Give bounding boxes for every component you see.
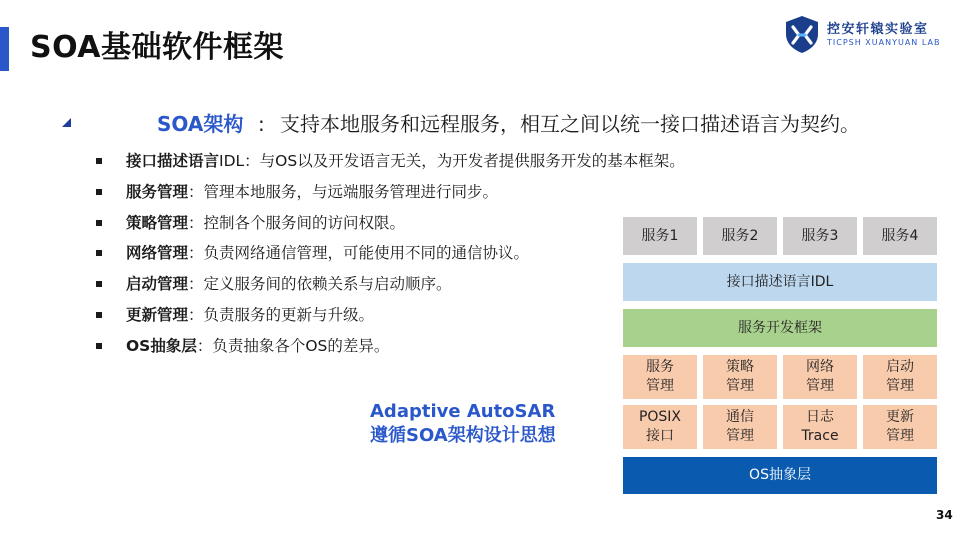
sub-point-description: IDL：与OS以及开发语言无关，为开发者提供服务开发的基本框架。 [219, 152, 685, 170]
title-accent-bar [0, 27, 9, 71]
module-label-line: 日志 [806, 409, 834, 425]
callout-line-1: Adaptive AutoSAR [370, 401, 556, 422]
sub-point-description: ：负责网络通信管理，可能使用不同的通信协议。 [188, 244, 530, 263]
lab-logo [782, 12, 952, 54]
module-startup-management [863, 355, 937, 399]
sub-point-description: ：控制各个服务间的访问权限。 [188, 213, 406, 232]
module-label-line: 管理 [886, 428, 914, 444]
module-label-line: 服务 [646, 359, 674, 375]
lab-logo-icon [782, 14, 822, 54]
sub-point-description: ：负责抽象各个OS的差异。 [196, 336, 390, 355]
lab-name-cn: 控安轩辕实验室 [827, 22, 929, 37]
module-label-line: Trace [801, 428, 839, 444]
sub-point-term: 网络管理 [126, 244, 189, 263]
module-label-line: 启动 [886, 359, 914, 375]
os-abstraction-layer: OS抽象层 [623, 457, 937, 494]
service-box-4: 服务4 [863, 217, 937, 255]
sub-point-term: 策略管理 [126, 213, 189, 232]
sub-point-description: ：定义服务间的依赖关系与启动顺序。 [188, 275, 452, 294]
page-title: SOA基础软件框架 [30, 30, 285, 65]
module-label-line: 管理 [806, 378, 834, 394]
callout-line-2: 遵循SOA架构设计思想 [370, 425, 556, 446]
main-point-colon: : [258, 112, 265, 136]
module-network-management [783, 355, 857, 399]
sub-point-term: 更新管理 [126, 305, 189, 324]
lab-name-en: TICPSH XUANYUAN LAB [827, 38, 941, 47]
module-posix-interface [623, 405, 697, 449]
service-box-3: 服务3 [783, 217, 857, 255]
module-label-line: 网络 [806, 359, 834, 375]
module-label-line: 接口 [646, 428, 674, 444]
framework-layer: 服务开发框架 [623, 309, 937, 347]
module-update-management [863, 405, 937, 449]
sub-point-description: ：管理本地服务，与远端服务管理进行同步。 [188, 182, 499, 201]
square-bullet-icon [96, 189, 102, 195]
module-label-line: 管理 [726, 378, 754, 394]
module-label-line: POSIX [638, 409, 682, 425]
main-point-term: SOA架构 [157, 112, 244, 136]
module-label-line: 更新 [886, 409, 914, 425]
module-label-line: 管理 [726, 428, 754, 444]
adaptive-autosar-callout [370, 400, 556, 448]
module-communication-management [703, 405, 777, 449]
square-bullet-icon [96, 158, 102, 164]
sub-point-term: 启动管理 [126, 275, 189, 294]
module-label-line: 通信 [726, 409, 754, 425]
service-box-2: 服务2 [703, 217, 777, 255]
triangle-bullet-icon [62, 118, 71, 127]
idl-layer: 接口描述语言IDL [623, 263, 937, 301]
sub-point-term: 接口描述语言 [126, 152, 220, 170]
square-bullet-icon [96, 220, 102, 226]
module-label-line: 管理 [886, 378, 914, 394]
module-label-line: 管理 [646, 378, 674, 394]
soa-architecture-diagram [623, 217, 937, 494]
sub-point-term: 服务管理 [126, 182, 189, 201]
module-policy-management [703, 355, 777, 399]
main-point-description: 支持本地服务和远程服务，相互之间以统一接口描述语言为契约。 [280, 112, 860, 136]
sub-point-description: ：负责服务的更新与升级。 [188, 305, 375, 324]
module-service-management [623, 355, 697, 399]
square-bullet-icon [96, 312, 102, 318]
module-log-trace [783, 405, 857, 449]
module-label-line: 策略 [726, 359, 754, 375]
square-bullet-icon [96, 281, 102, 287]
page-number: 34 [936, 508, 953, 522]
square-bullet-icon [96, 250, 102, 256]
square-bullet-icon [96, 343, 102, 349]
service-box-1: 服务1 [623, 217, 697, 255]
sub-point-term: OS抽象层 [126, 336, 197, 355]
